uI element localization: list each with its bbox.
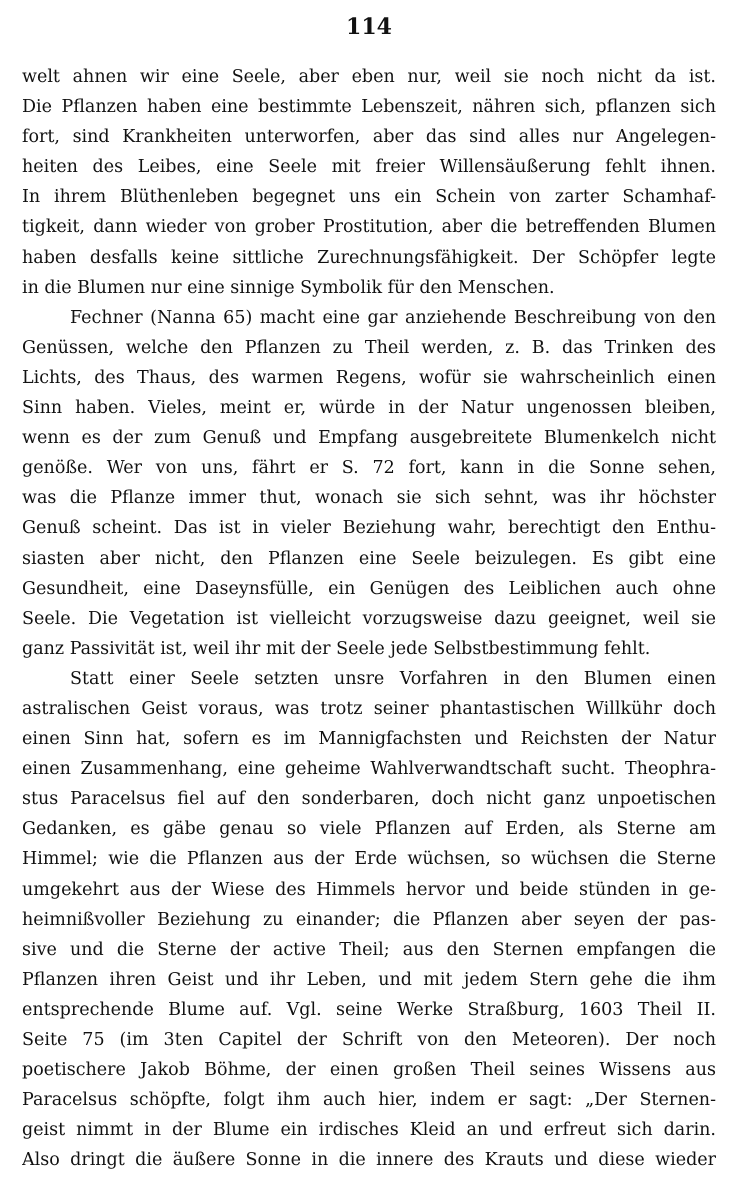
paragraph xyxy=(22,303,716,664)
text-line: einen Zusammenhang, eine geheime Wahlverwandtschaft sucht. Theophra- xyxy=(22,759,716,780)
text-line: astralischen Geist voraus, was trotz seiner phantastischen Willkühr doch xyxy=(22,698,716,719)
text-line: Sinn haben. Vieles, meint er, würde in der Natur ungenossen bleiben, xyxy=(22,398,716,419)
text-line: in die Blumen nur eine sinnige Symbolik für den Menschen. xyxy=(22,277,555,298)
page-number: 114 xyxy=(346,14,392,40)
text-line: wenn es der zum Genuß und Empfang ausgebreitete Blumenkelch nicht xyxy=(22,428,716,449)
text-line: heiten des Leibes, eine Seele mit freier Willensäußerung fehlt ihnen. xyxy=(22,157,716,178)
text-line: Pflanzen ihren Geist und ihr Leben, und mit jedem Stern gehe die ihm xyxy=(22,969,716,990)
text-line: Seele. Die Vegetation ist vielleicht vorzugsweise dazu geeignet, weil sie xyxy=(22,608,716,629)
text-line: einen Sinn hat, sofern es im Mannigfachsten und Reichsten der Natur xyxy=(22,729,716,750)
text-line: Gedanken, es gäbe genau so viele Pflanzen auf Erden, als Sterne am xyxy=(22,819,716,840)
text-line: ganz Passivität ist, weil ihr mit der Seele jede Selbstbestimmung fehlt. xyxy=(22,638,651,659)
text-line: genöße. Wer von uns, fährt er S. 72 fort, kann in die Sonne sehen, xyxy=(22,458,716,479)
body-text xyxy=(22,62,716,1175)
text-line: siasten aber nicht, den Pflanzen eine Seele beizulegen. Es gibt eine xyxy=(22,548,716,569)
text-line: stus Paracelsus fiel auf den sonderbaren, doch nicht ganz unpoetischen xyxy=(22,789,716,810)
text-line: Die Pflanzen haben eine bestimmte Lebenszeit, nähren sich, pflanzen sich xyxy=(22,97,716,118)
text-line: Fechner (Nanna 65) macht eine gar anziehende Beschreibung von den xyxy=(70,307,716,328)
text-line: Lichts, des Thaus, des warmen Regens, wofür sie wahrscheinlich einen xyxy=(22,367,716,388)
text-line: sive und die Sterne der active Theil; aus den Sternen empfangen die xyxy=(22,939,716,960)
text-line: tigkeit, dann wieder von grober Prostitution, aber die betreffenden Blumen xyxy=(22,217,716,238)
text-line: welt ahnen wir eine Seele, aber eben nur, weil sie noch nicht da ist. xyxy=(22,67,716,87)
text-line: poetischere Jakob Böhme, der einen großen Theil seines Wissens aus xyxy=(22,1060,716,1081)
text-line: Gesundheit, eine Daseynsfülle, ein Genügen des Leiblichen auch ohne xyxy=(22,578,716,599)
paragraph xyxy=(22,62,716,303)
text-line: fort, sind Krankheiten unterworfen, aber das sind alles nur Angelegen- xyxy=(22,127,716,148)
text-line: Paracelsus schöpfte, folgt ihm auch hier, indem er sagt: „Der Sternen- xyxy=(22,1090,716,1111)
text-line: Seite 75 (im 3ten Capitel der Schrift von den Meteoren). Der noch xyxy=(22,1030,716,1050)
paragraph xyxy=(22,664,716,1176)
text-line: geist nimmt in der Blume ein irdisches Kleid an und erfreut sich darin. xyxy=(22,1120,716,1141)
text-line: Genuß scheint. Das ist in vieler Beziehung wahr, berechtigt den Enthu- xyxy=(22,518,716,539)
text-line: haben desfalls keine sittliche Zurechnungsfähigkeit. Der Schöpfer legte xyxy=(22,247,716,268)
text-line: was die Pflanze immer thut, wonach sie sich sehnt, was ihr höchster xyxy=(22,488,716,509)
text-line: Statt einer Seele setzten unsre Vorfahren in den Blumen einen xyxy=(70,668,716,689)
text-line: Himmel; wie die Pflanzen aus der Erde wüchsen, so wüchsen die Sterne xyxy=(22,849,716,870)
text-line: entsprechende Blume auf. Vgl. seine Werke Straßburg, 1603 Theil II. xyxy=(22,999,716,1020)
text-line: umgekehrt aus der Wiese des Himmels hervor und beide stünden in ge- xyxy=(22,879,716,900)
text-line: Also dringt die äußere Sonne in die innere des Krauts und diese wieder xyxy=(22,1150,716,1171)
text-line: heimnißvoller Beziehung zu einander; die Pflanzen aber seyen der pas- xyxy=(22,909,716,930)
text-line: Genüssen, welche den Pflanzen zu Theil werden, z. B. das Trinken des xyxy=(22,337,716,358)
text-line: In ihrem Blüthenleben begegnet uns ein Schein von zarter Schamhaf- xyxy=(22,187,716,208)
